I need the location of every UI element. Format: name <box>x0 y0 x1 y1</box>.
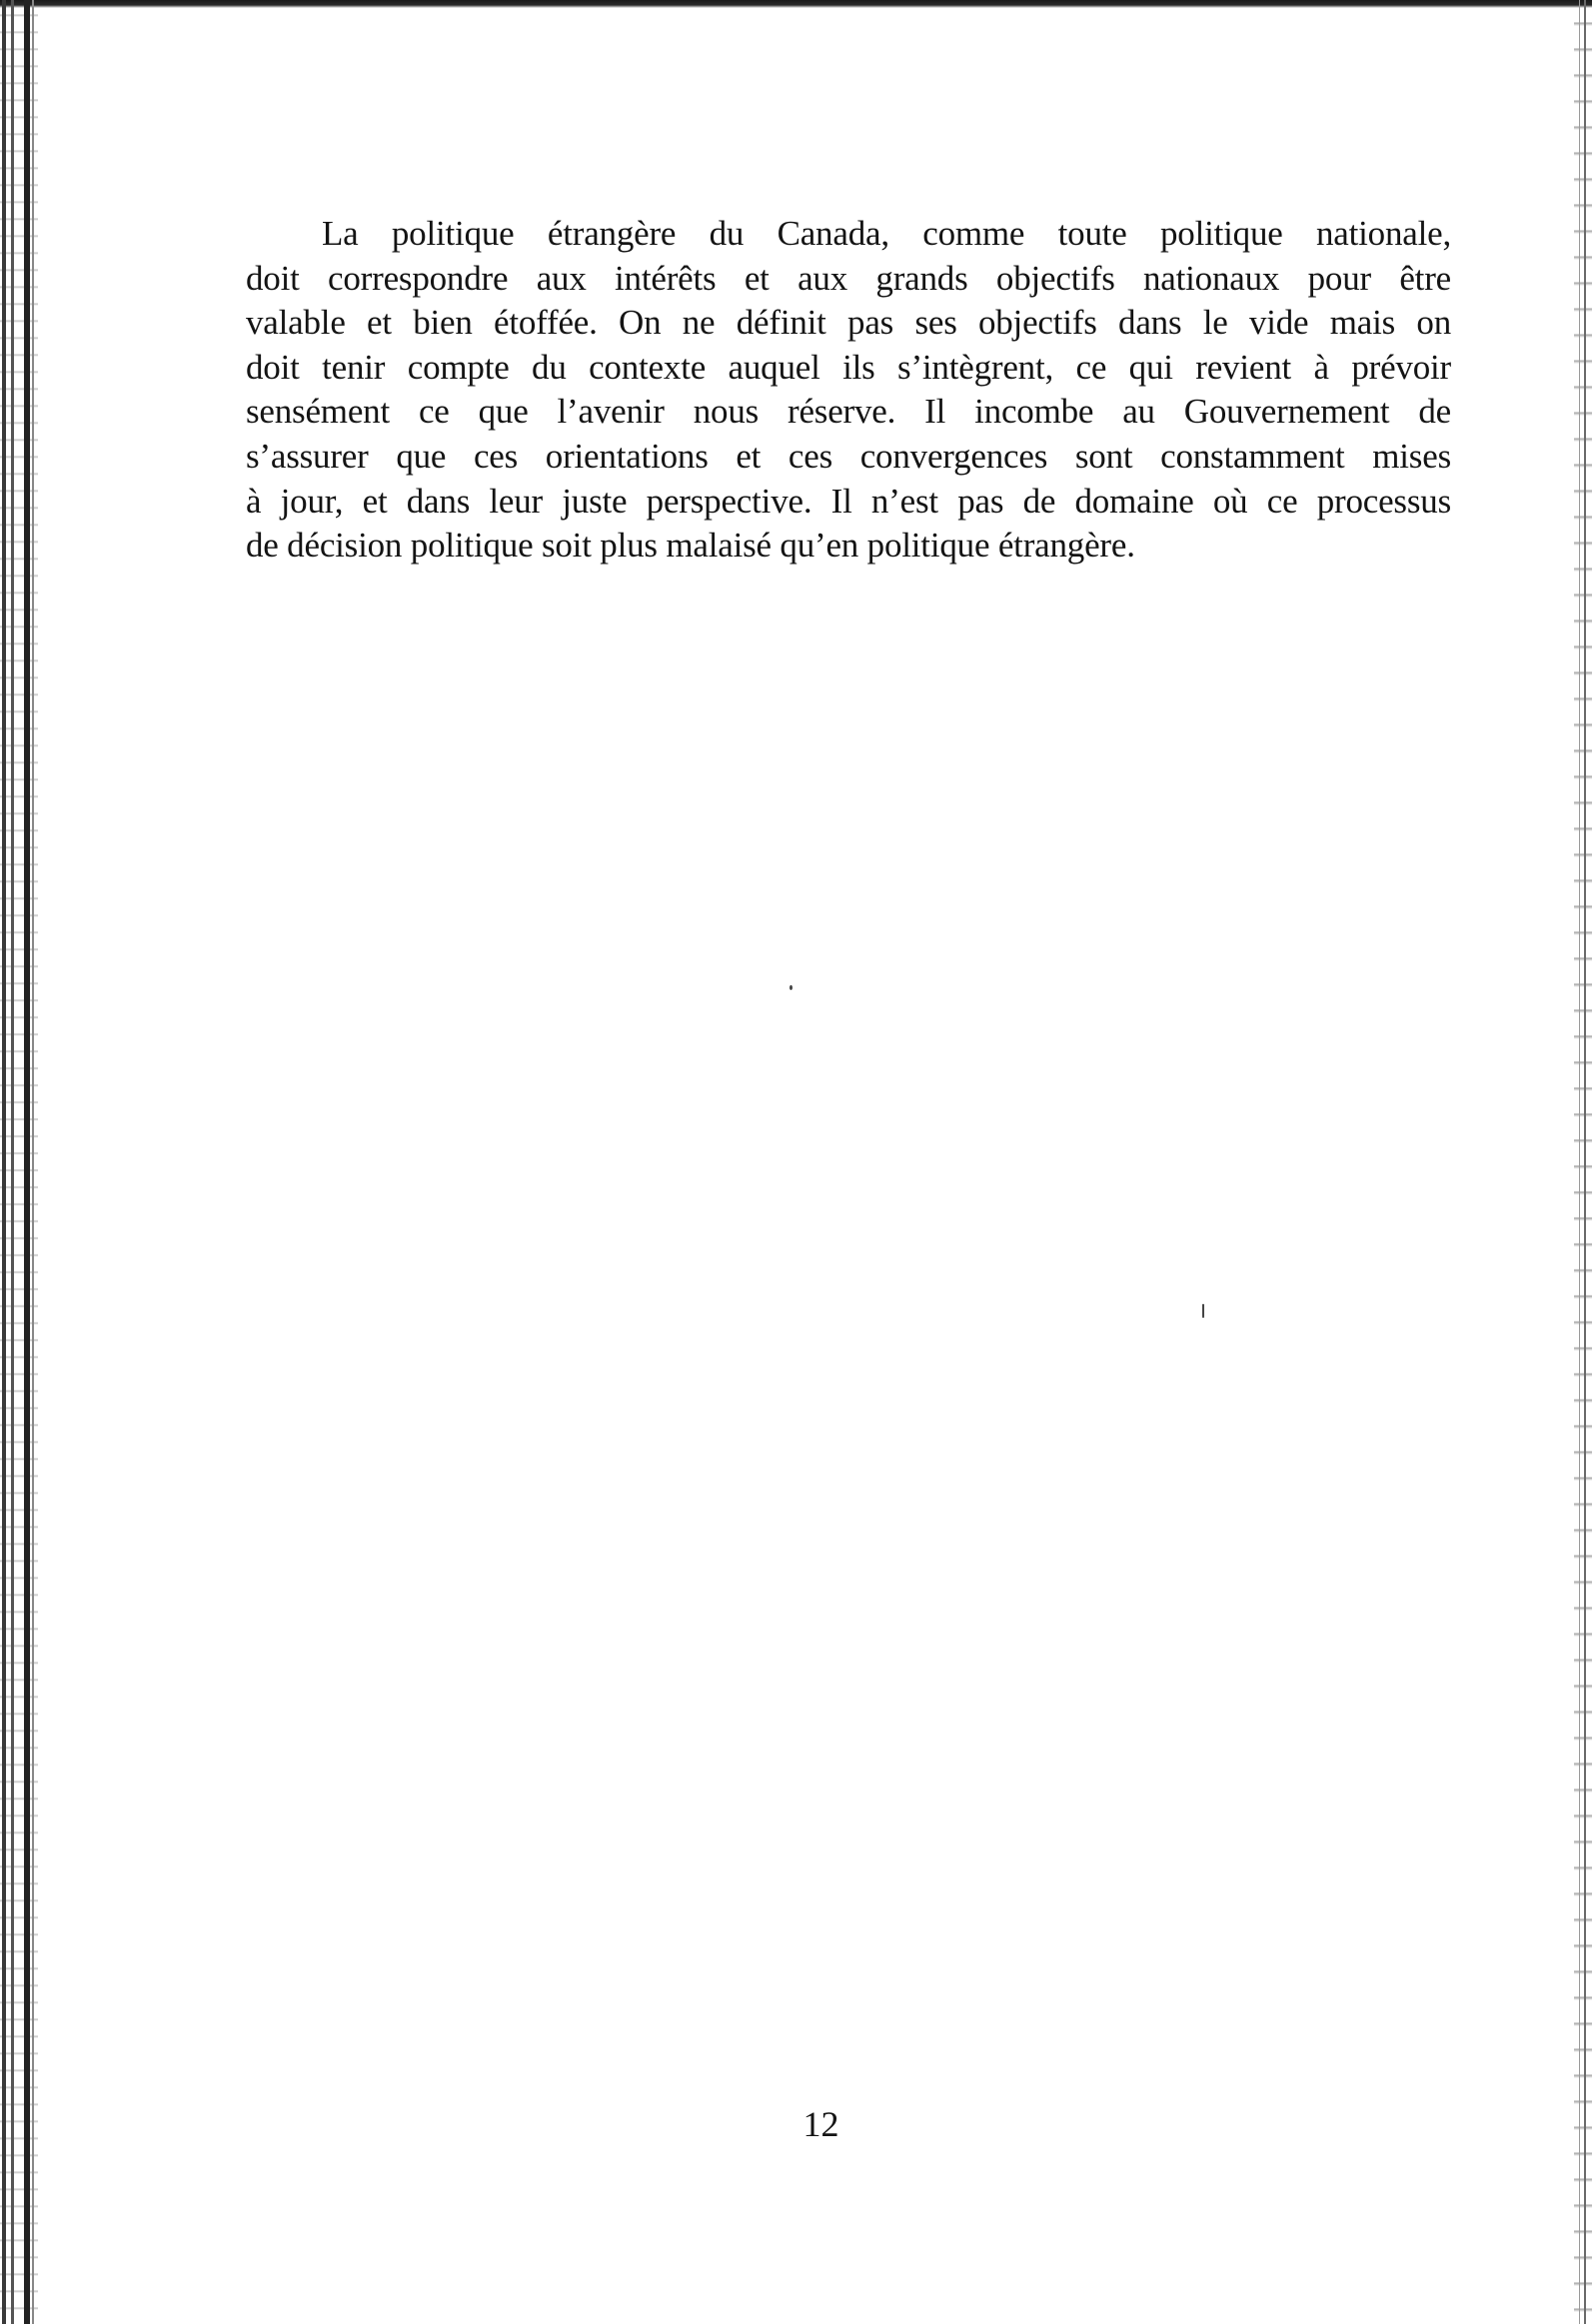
scan-edge-right <box>1574 0 1592 2324</box>
paragraph-line: doit correspondre aux intérêts et aux grands objectifs nationaux pour être <box>246 258 1451 298</box>
body-paragraph <box>246 212 1451 569</box>
paragraph-line: sensément ce que l’avenir nous réserve. Il incombe au Gouvernement de <box>246 392 1451 432</box>
scan-speck <box>790 985 793 990</box>
paragraph-line: à jour, et dans leur juste perspective. Il n’est pas de domaine où ce processus <box>246 481 1451 521</box>
scan-binding-edge <box>0 0 38 2324</box>
scan-edge-top <box>0 0 1592 8</box>
scan-speck <box>1202 1304 1204 1318</box>
page-number: 12 <box>802 2104 839 2144</box>
paragraph-line: s’assurer que ces orientations et ces convergences sont constamment mises <box>246 436 1451 476</box>
paragraph-line: doit tenir compte du contexte auquel ils s’intègrent, ce qui revient à prévoir <box>246 347 1451 387</box>
page-body <box>246 212 1451 569</box>
paragraph-line: de décision politique soit plus malaisé qu’en politique étrangère. <box>246 526 1135 566</box>
paragraph-line: La politique étrangère du Canada, comme toute politique nationale, <box>322 214 1451 253</box>
paragraph-line: valable et bien étoffée. On ne définit pas ses objectifs dans le vide mais on <box>246 303 1451 343</box>
